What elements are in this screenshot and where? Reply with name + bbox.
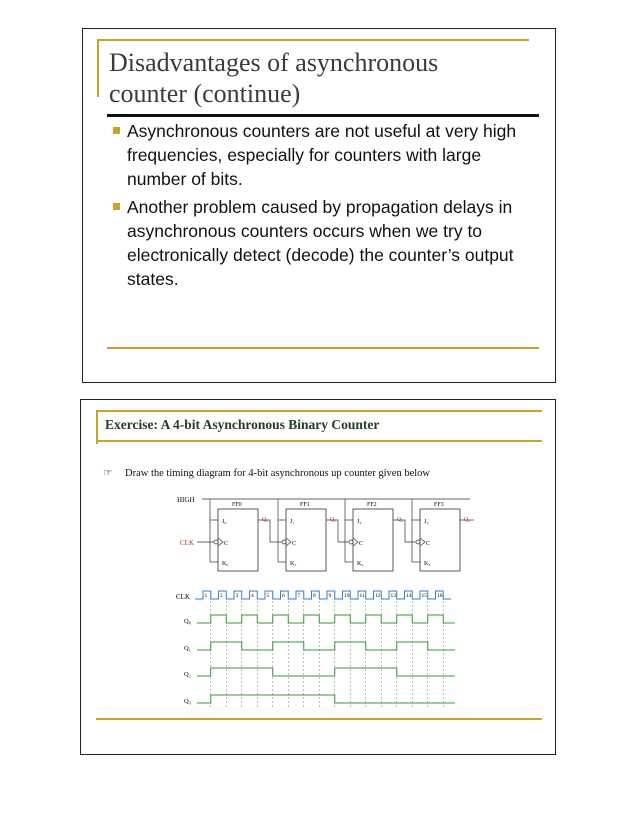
pulse-number: 5 <box>266 593 270 599</box>
k-label: K₂ <box>357 561 364 567</box>
footer-line <box>107 347 539 349</box>
slide-disadvantages <box>82 28 556 383</box>
j-label: J₃ <box>424 519 429 525</box>
j-label: J₁ <box>290 519 295 525</box>
timing-diagram <box>81 587 557 717</box>
title-accent-line-top <box>97 39 529 41</box>
signal-label: Q₀ <box>184 618 191 625</box>
c-label: C <box>292 541 297 547</box>
bullet-square-icon <box>113 203 120 210</box>
q-label: Q₂ <box>397 517 404 523</box>
clock-bubble <box>349 540 353 544</box>
signal-label: Q₂ <box>184 671 191 678</box>
clock-bubble <box>282 540 286 544</box>
k-label: K₁ <box>290 561 297 567</box>
title-accent-line-top <box>96 410 542 412</box>
q-label: Q₀ <box>262 517 269 523</box>
signal-label: Q₁ <box>184 645 191 652</box>
j-label: J₂ <box>357 519 362 525</box>
q-waveform <box>197 642 455 650</box>
pulse-number: 8 <box>313 593 316 599</box>
pulse-number: 11 <box>359 593 365 599</box>
clock-triangle <box>420 538 425 546</box>
pulse-number: 6 <box>282 593 285 599</box>
bullet-item <box>113 119 543 191</box>
j-label: J₀ <box>222 519 227 525</box>
title-accent-line-vertical <box>97 39 99 97</box>
q-waveform <box>197 615 455 623</box>
flipflop-name: FF2 <box>367 502 377 508</box>
flipflop-name: FF3 <box>434 502 444 508</box>
clock-triangle <box>218 538 223 546</box>
pulse-number: 14 <box>406 593 412 599</box>
q-label: Q₃ <box>464 517 471 523</box>
pulse-number: 1 <box>204 593 208 599</box>
title-underline <box>107 114 539 117</box>
title-line-2: counter (continue) <box>109 79 301 108</box>
high-label: HIGH <box>177 496 195 504</box>
c-label: C <box>426 541 431 547</box>
q-waveform <box>197 668 455 676</box>
clk-label: CLK <box>180 539 194 547</box>
pulse-number: 9 <box>328 593 332 599</box>
slide-title <box>109 47 539 109</box>
q-to-clock-wire <box>393 520 416 542</box>
slide-title: Exercise: A 4-bit Asynchronous Binary Counter <box>105 417 380 432</box>
pulse-number: 16 <box>437 593 443 599</box>
bullet-list <box>113 119 543 295</box>
clock-triangle <box>353 538 358 546</box>
clock-bubble <box>214 540 218 544</box>
flipflop-group <box>210 499 474 571</box>
pulse-number: 15 <box>421 593 427 599</box>
clock-triangle <box>286 538 291 546</box>
pulse-number: 13 <box>390 593 396 599</box>
footer-line <box>96 718 542 720</box>
flipflop-name: FF0 <box>232 502 242 508</box>
counter-circuit-diagram <box>81 492 557 592</box>
timing-clk-label: CLK <box>176 593 190 601</box>
title-underline <box>96 440 542 442</box>
instruction-line <box>103 467 430 479</box>
c-label: C <box>224 541 229 547</box>
q-label: Q₁ <box>330 517 337 523</box>
flipflop-name: FF1 <box>300 502 310 508</box>
pulse-number: 12 <box>375 593 381 599</box>
k-label: K₃ <box>424 561 431 567</box>
bullet-text: Another problem caused by propagation delays in asynchronous counters occurs when we try to electronically detect (decode) the counter’s output states. <box>127 197 514 289</box>
c-label: C <box>359 541 364 547</box>
pulse-number: 2 <box>220 593 223 599</box>
instruction-text: Draw the timing diagram for 4-bit asynchronous up counter given below <box>125 468 431 479</box>
q-to-clock-wire <box>258 520 282 542</box>
pulse-number: 4 <box>251 593 254 599</box>
pulse-number: 3 <box>235 593 239 599</box>
bullet-square-icon <box>113 127 120 134</box>
k-label: K₀ <box>222 561 229 567</box>
pointing-hand-icon: ☞ <box>103 468 113 479</box>
clock-bubble <box>416 540 420 544</box>
bullet-item <box>113 195 543 291</box>
title-line-1: Disadvantages of asynchronous <box>109 48 439 77</box>
clk-waveform <box>195 591 451 599</box>
title-accent-line-vertical <box>96 410 98 444</box>
slide-exercise <box>80 399 556 755</box>
q-to-clock-wire <box>326 520 349 542</box>
bullet-text: Asynchronous counters are not useful at very high frequencies, especially for counters with large number of bits. <box>127 121 517 189</box>
signal-label: Q₃ <box>184 698 191 705</box>
pulse-number: 10 <box>344 593 350 599</box>
q-waveform <box>197 695 455 703</box>
pulse-number: 7 <box>297 593 301 599</box>
